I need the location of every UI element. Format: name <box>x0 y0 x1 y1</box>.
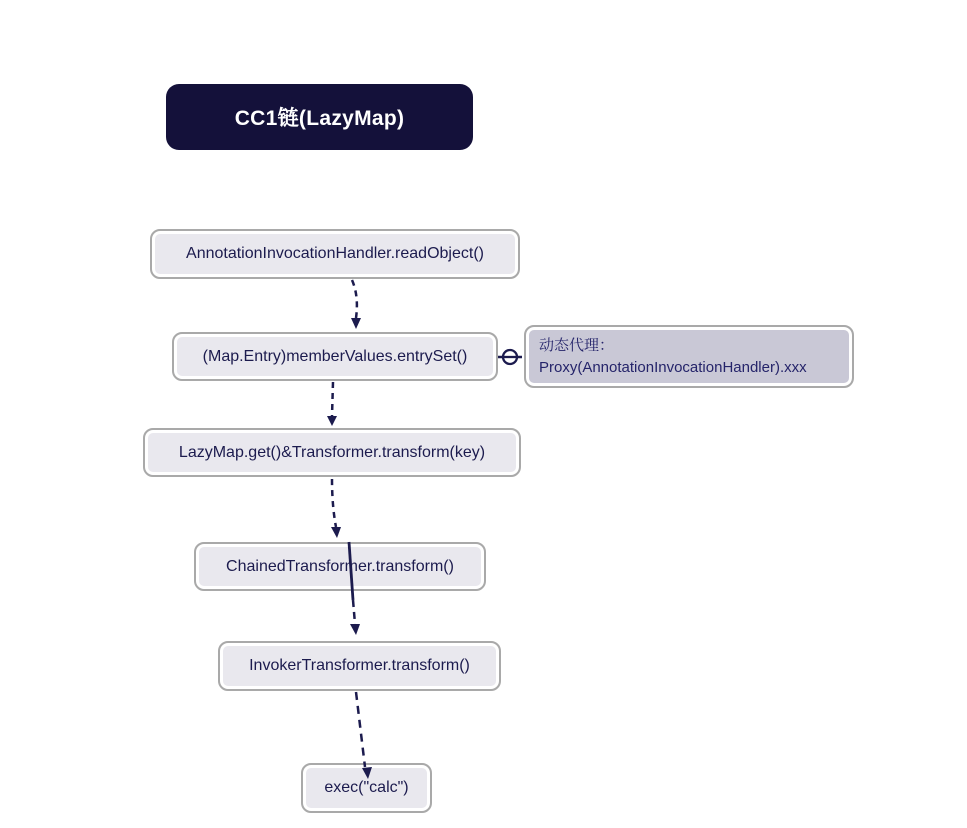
diagram-title: CC1链(LazyMap) <box>166 84 473 150</box>
node-exec-calc: exec("calc") <box>301 763 432 813</box>
arrow-lazymap-chained <box>332 479 336 527</box>
node-entryset: (Map.Entry)memberValues.entrySet() <box>172 332 498 381</box>
arrow-readobject-entryset <box>352 280 357 318</box>
arrowhead-1-icon <box>351 318 361 329</box>
arrow-invoker-exec <box>356 692 365 767</box>
arrowhead-4-icon <box>350 624 360 635</box>
note-line2: Proxy(AnnotationInvocationHandler).xxx <box>539 358 807 376</box>
note-dynamic-proxy <box>524 325 854 388</box>
arrow-entryset-lazymap <box>332 382 333 416</box>
node-lazymap-get: LazyMap.get()&Transformer.transform(key) <box>143 428 521 477</box>
arrowhead-2-icon <box>327 416 337 426</box>
node-chainedtransformer: ChainedTransformer.transform() <box>194 542 486 591</box>
note-line1: 动态代理： <box>539 337 615 355</box>
link-connector-circle-icon <box>503 350 517 364</box>
arrowhead-3-icon <box>331 527 341 538</box>
node-readobject: AnnotationInvocationHandler.readObject() <box>150 229 520 279</box>
arrow-chained-invoker-dashed <box>353 600 355 624</box>
node-invokertransformer: InvokerTransformer.transform() <box>218 641 501 691</box>
